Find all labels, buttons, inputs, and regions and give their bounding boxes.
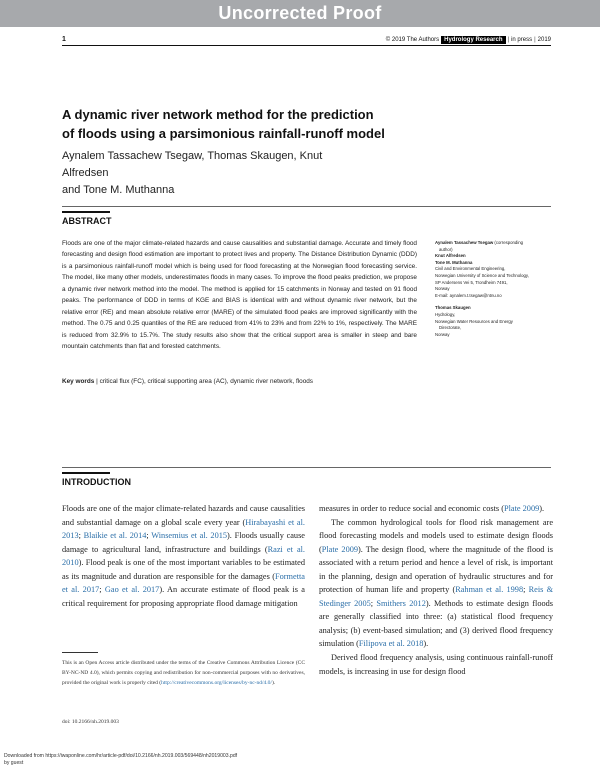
body-column-right <box>319 502 553 678</box>
doi: doi: 10.2166/nh.2019.003 <box>62 719 119 725</box>
citation-link[interactable]: Formetta et al. 2017 <box>62 571 305 595</box>
body-text: ; <box>78 531 84 541</box>
separator: | <box>507 37 510 43</box>
citation-link[interactable]: Reis & Stedinger 2005 <box>319 585 554 608</box>
body-paragraph <box>319 516 553 651</box>
affiliation-line: Norwegian University of Science and Technology, <box>435 272 529 278</box>
body-text: ). Floods usually cause damage to agricultural land, infrastructure and buildings ( <box>62 531 305 554</box>
citation-link[interactable]: Plate 2009 <box>504 504 540 513</box>
running-head <box>386 36 551 44</box>
page-number: 1 <box>62 36 66 43</box>
corresponding-note-cont: author) <box>439 246 453 252</box>
publication-year: 2019 <box>537 37 551 43</box>
affiliation-line: Directorate, <box>439 325 462 331</box>
keywords <box>62 378 422 385</box>
affiliation-line: Civil and Environmental Engineering, <box>435 266 506 272</box>
body-text: ). An accurate estimate of flood peak is a critical requirement for proposing appropriate flood damage mitigation <box>62 585 305 608</box>
body-paragraph <box>319 502 553 516</box>
affiliation-line: Norway <box>435 286 450 292</box>
body-text: ; <box>99 585 105 595</box>
copyright: © 2019 The Authors <box>385 37 440 43</box>
body-text: measures in order to reduce social and economic costs ( <box>319 504 504 513</box>
citation-link[interactable]: Gao et al. 2017 <box>104 585 160 595</box>
body-paragraph <box>319 651 553 678</box>
abstract-rule <box>62 206 551 207</box>
abstract-text: Floods are one of the major climate-related hazards and cause causalities and substantial damage. Accurate and timely flood forecasting and design flood estimation are important to protect lives and property. The Distance Distribution Dynamic (DDD) is a parsimonious rainfall-runoff model which is being used for flood forecasting at the Norwegian flood forecasting service. The model, like many other models, underestimates floods in many cases. To improve the flood peaks prediction, we propose a dynamic river network method into the model. The method is applied for 15 catchments in Norway and tested on 91 flood peaks. The performance of DDD in terms of KGE and BIAS is identical with and without dynamic river network, but the relative error (RE) and mean absolute relative error (MARE) of the simulated flood peaks are improved significantly with the method. The 0.75 and 0.25 quantiles of the RE are reduced from 41% to 23% and from 22% to 1%, respectively. The MARE is reduced from 32.9% to 15.7%. The study results also show that the critical support area is smaller in steep and bare mountain catchments than flat and forested catchments. <box>62 240 417 351</box>
affiliation-line: SP Andersens Vei 5, Trondheim 7491, <box>435 279 508 285</box>
citation-link[interactable]: Plate 2009 <box>321 544 359 554</box>
affiliation-author-name: Aynalem Tassachew Tsegaw <box>435 240 494 245</box>
keywords-separator: | <box>96 378 98 385</box>
download-url[interactable]: Downloaded from https://iwaponline.com/hr/article-pdf/doi/10.2166/nh.2019.003/569448/nh2019003.pdf <box>4 753 238 759</box>
download-by: by guest <box>4 760 24 766</box>
affiliation-author-name: Thomas Skaugen <box>435 305 471 311</box>
body-text: The common hydrological tools for flood risk management are flood forecasting models and models used to estimate design floods ( <box>319 517 553 554</box>
body-text: ). <box>539 504 545 513</box>
affiliation-line: Hydrology, <box>435 311 456 317</box>
proof-banner <box>0 0 600 27</box>
body-text: Derived flood frequency analysis, using continuous rainfall-runoff models, is increasing in use for design flood <box>319 653 553 676</box>
citation-link[interactable]: Rahman et al. 1998 <box>455 585 524 595</box>
affiliation-line: Norway <box>435 331 450 337</box>
affiliation-author-name: Tone M. Muthanna <box>435 259 473 265</box>
body-paragraph <box>62 502 305 610</box>
author-list <box>62 148 362 199</box>
header-rule <box>62 45 551 46</box>
body-text: ). Flood peak is one of the most important variables to be estimated as its magnitude and duration are responsible for the damages ( <box>62 558 305 581</box>
publication-status: in press <box>511 37 533 43</box>
journal-name[interactable]: Hydrology Research <box>441 36 505 44</box>
keywords-list: critical flux (FC), critical supporting area (AC), dynamic river network, floods <box>99 378 313 385</box>
body-column-left <box>62 502 305 610</box>
license-link[interactable]: http://creativecommons.org/licenses/by-nc-nd/4.0/ <box>161 680 272 686</box>
authors-line: and Tone M. Muthanna <box>62 184 175 196</box>
title-line: A dynamic river network method for the prediction <box>62 107 374 122</box>
body-text: ). <box>423 639 429 649</box>
abstract-heading: ABSTRACT <box>62 216 112 226</box>
separator: | <box>534 37 536 43</box>
introduction-heading: INTRODUCTION <box>62 477 131 487</box>
authors-line: Aynalem Tassachew Tsegaw, Thomas Skaugen, Knut Alfredsen <box>62 150 323 179</box>
citation-link[interactable]: Smithers 2012 <box>376 598 426 608</box>
body-text: Floods are one of the major climate-related hazards and cause causalities and substantial damage on a global scale every year ( <box>62 504 305 527</box>
body-text: ; <box>370 598 377 608</box>
body-text: ; <box>146 531 152 541</box>
introduction-rule <box>62 467 551 468</box>
body-text: ). Methods to estimate design floods are generally classified into three: (a) statistical flood frequency analysis; (b) event-based simulation; and (3) derived flood frequency simulation ( <box>319 598 553 649</box>
citation-link[interactable]: Hirabayashi et al. 2013 <box>62 517 305 541</box>
license-footnote <box>62 658 305 688</box>
article-title <box>62 105 482 143</box>
keywords-label: Key words <box>62 378 95 385</box>
author-email[interactable]: E-mail: aynalem.t.tsegaw@ntnu.no <box>435 292 502 298</box>
affiliation-line: Norwegian Water Resources and Energy <box>435 318 513 324</box>
license-text: This is an Open Access article distributed under the terms of the Creative Commons Attribution Licence (CC BY-NC-ND 4.0), which permits copying and redistribution for non-commercial purposes with no derivatives, provided the original work is properly cited ( <box>62 660 305 686</box>
affiliation-author-name: Knut Alfredsen <box>435 253 466 259</box>
license-text-end: ). <box>271 680 276 686</box>
author-affiliations <box>435 240 553 338</box>
footnote-rule <box>62 652 98 653</box>
citation-link[interactable]: Razi et al. 2010 <box>62 544 306 568</box>
title-line: of floods using a parsimonious rainfall-runoff model <box>62 126 385 141</box>
body-text: ; <box>523 585 529 595</box>
download-notice <box>4 753 237 767</box>
citation-link[interactable]: Blaikie et al. 2014 <box>83 531 147 541</box>
body-text: ). The design flood, where the magnitude of the flood is associated with a return period and hence a level of risk, is important in the planning, design and operation of hydraulic structures and for protection of human life and property ( <box>319 544 553 595</box>
citation-link[interactable]: Winsemius et al. 2015 <box>151 531 228 541</box>
corresponding-note: (corresponding <box>493 240 524 245</box>
banner-text: Uncorrected Proof <box>218 3 382 23</box>
citation-link[interactable]: Filipova et al. 2018 <box>358 639 424 649</box>
